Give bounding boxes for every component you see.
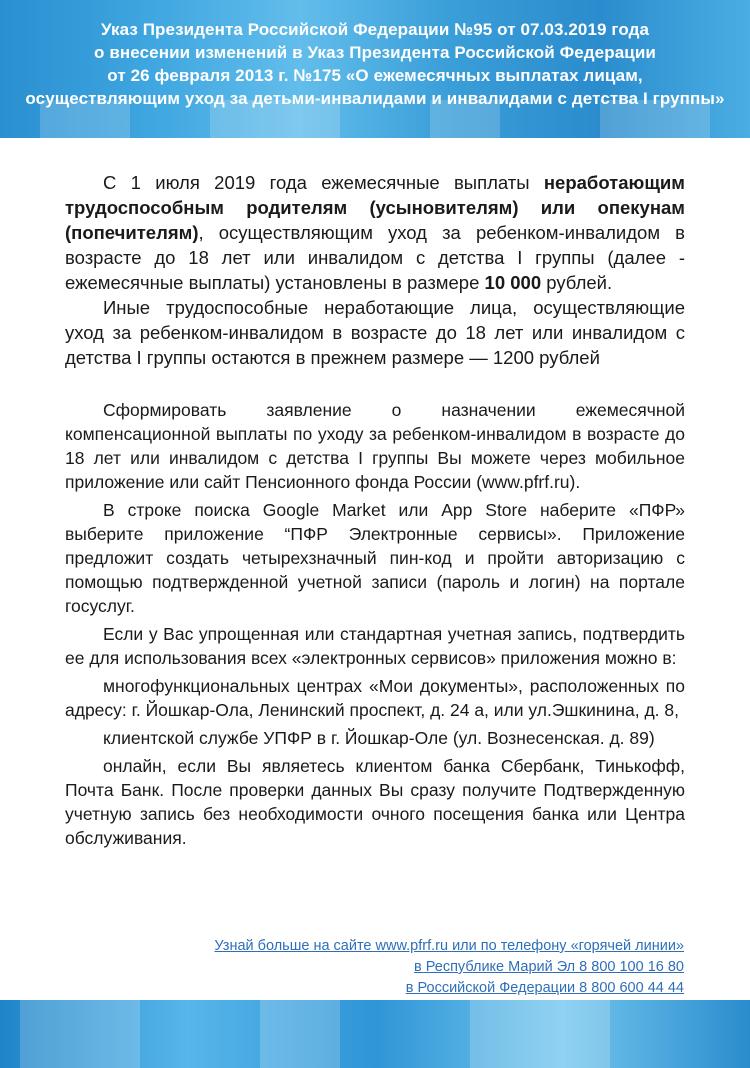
header-banner bbox=[0, 0, 750, 138]
paragraph-client-service: клиентской службе УПФР в г. Йошкар-Оле (ул. Вознесенская. д. 89) bbox=[103, 728, 655, 748]
document-body bbox=[65, 170, 685, 850]
footer-federal-hotline[interactable]: в Российской Федерации 8 800 600 44 44 bbox=[405, 980, 684, 996]
paragraph-mobile-app: В строке поиска Google Market или App Store наберите «ПФР» выберите приложение “ПФР Электронные сервисы». Приложение предложит создать четырехзначный пин-код и пройти авторизацию с помощью подтвержденной учетной записи (пароль и логин) на портале госуслуг. bbox=[65, 500, 685, 616]
banner-tile bbox=[470, 1000, 610, 1068]
title-line: Указ Президента Российской Федерации №95 от 07.03.2019 года bbox=[100, 20, 650, 39]
footer-banner bbox=[0, 1000, 750, 1068]
banner-tile bbox=[20, 1000, 140, 1068]
footer-site-link[interactable]: Узнай больше на сайте www.pfrf.ru или по телефону «горячей линии» bbox=[214, 938, 684, 954]
paragraph-account-confirmation: Если у Вас упрощенная или стандартная учетная запись, подтвердить ее для использования всех «электронных сервисов» приложения можно в: bbox=[65, 624, 685, 668]
title-line: от 26 февраля 2013 г. №175 «О ежемесячных выплатах лицам, bbox=[107, 66, 643, 85]
title-line: о внесении изменений в Указ Президента Российской Федерации bbox=[94, 43, 656, 62]
paragraph-application: Сформировать заявление о назначении ежемесячной компенсационной выплаты по уходу за ребенком-инвалидом в возрасте до 18 лет или инвалидом с детства I группы Вы можете через мобильное приложение или сайт Пенсионного фонда России (www.pfrf.ru). bbox=[65, 400, 685, 492]
footer-contacts bbox=[84, 936, 684, 999]
bold-recipients: неработающим трудоспособным родителям (усыновителям) или опекунам (попечителям) bbox=[65, 172, 685, 243]
title-line: осуществляющим уход за детьми-инвалидами и инвалидами с детства I группы» bbox=[25, 89, 725, 108]
banner-tile bbox=[260, 1000, 340, 1068]
bold-amount: 10 000 bbox=[484, 272, 542, 293]
paragraph-online-banks: онлайн, если Вы являетесь клиентом банка Сбербанк, Тинькофф, Почта Банк. После проверки данных Вы сразу получите Подтвержденную учетную запись без необходимости очного посещения банка или Центра обслуживания. bbox=[65, 756, 685, 848]
document-title bbox=[0, 18, 750, 110]
paragraph-other-persons: Иные трудоспособные неработающие лица, осуществляющие уход за ребенком-инвалидом в возрасте до 18 лет или инвалидом с детства I группы остаются в прежнем размере — 1200 рублей bbox=[65, 297, 685, 368]
paragraph-mfc: многофункциональных центрах «Мои документы», расположенных по адресу: г. Йошкар-Ола, Ленинский проспект, д. 24 а, или ул.Эшкинина, д. 8, bbox=[65, 676, 685, 720]
paragraph-payment-increase: С 1 июля 2019 года ежемесячные выплаты неработающим трудоспособным родителям (усыновителям) или опекунам (попечителям), осуществляющим уход за ребенком-инвалидом в возрасте до 18 лет или инвалидом с детства I группы (далее - ежемесячные выплаты) установлены в размере 10 000 рублей. bbox=[65, 172, 685, 293]
footer-regional-hotline[interactable]: в Республике Марий Эл 8 800 100 16 80 bbox=[413, 959, 684, 975]
